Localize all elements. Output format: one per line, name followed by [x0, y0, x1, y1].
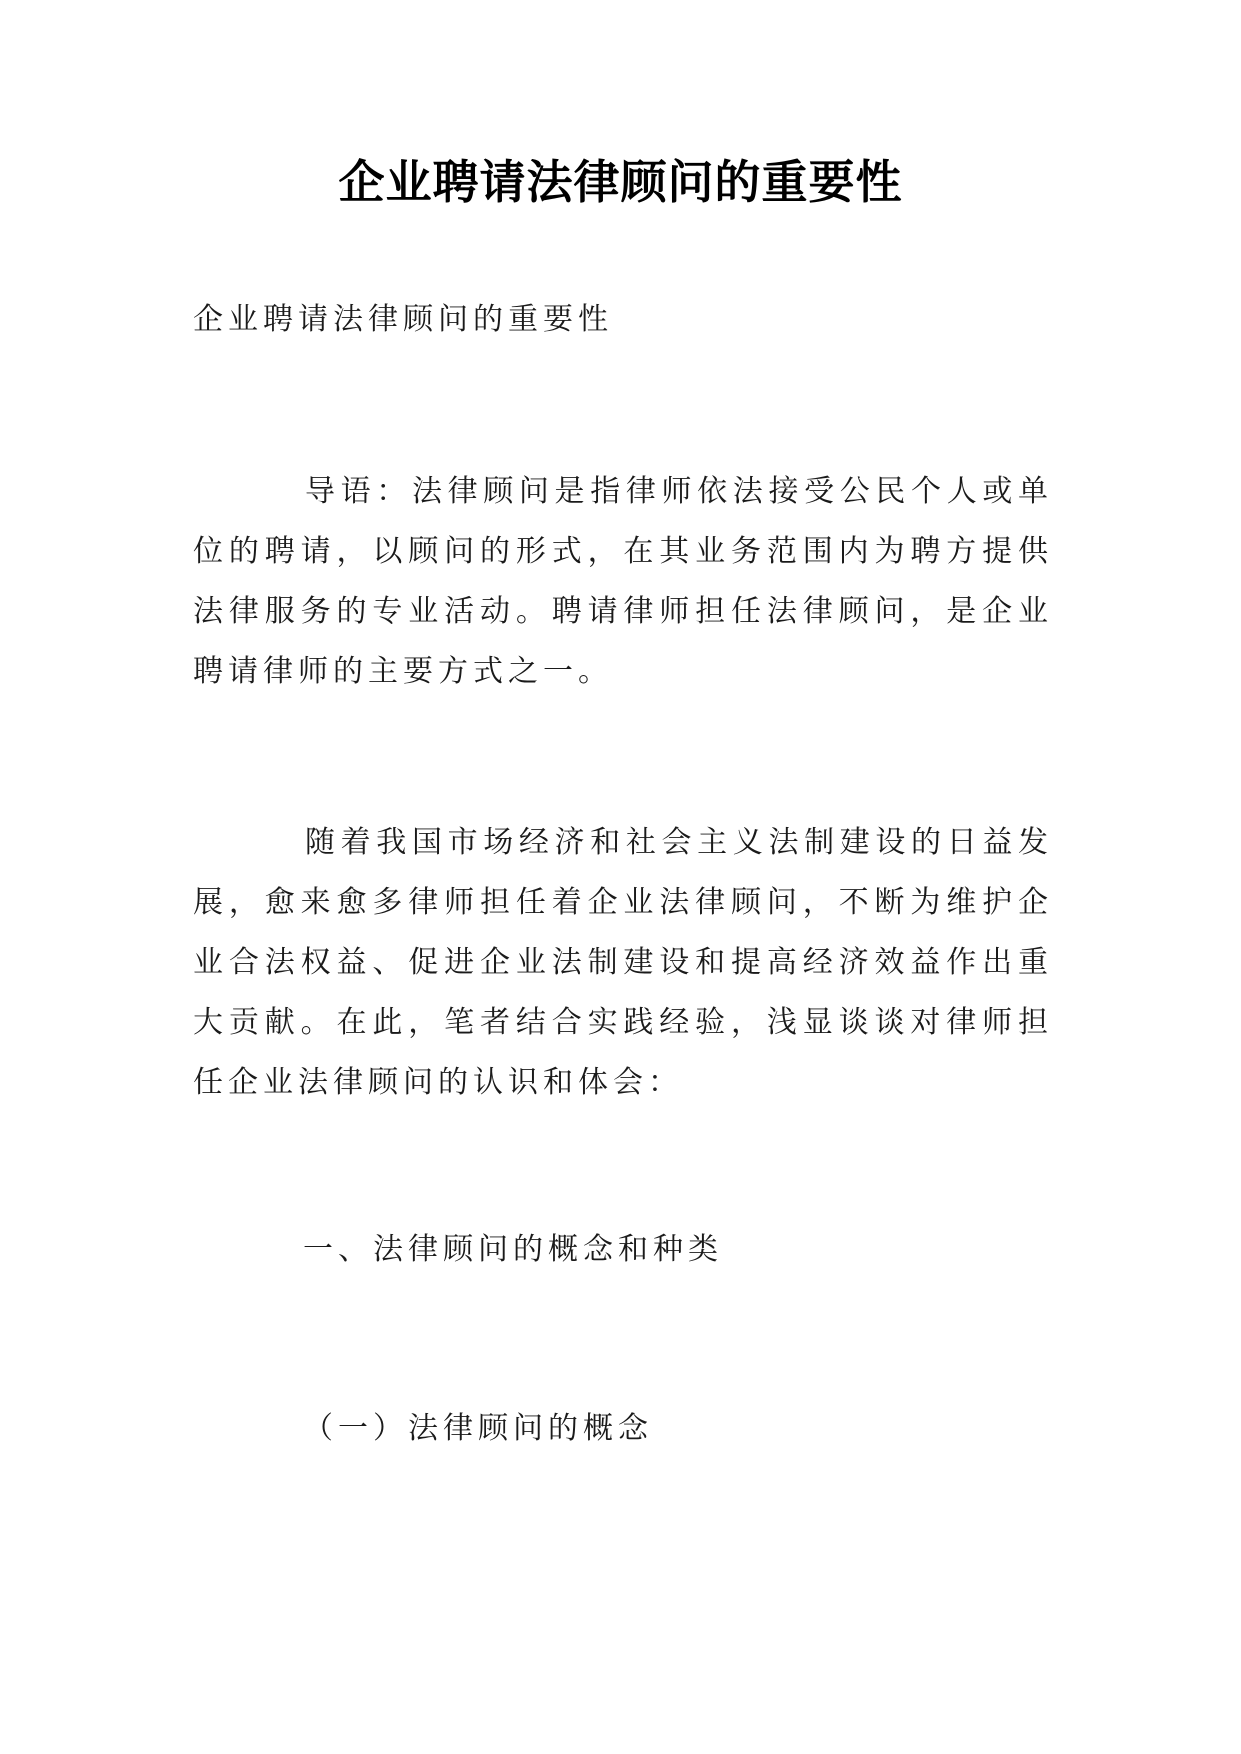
background-paragraph: 随着我国市场经济和社会主义法制建设的日益发展，愈来愈多律师担任着企业法律顾问，不断为维护企业合法权益、促进企业法制建设和提高经济效益作出重大贡献。在此，笔者结合实践经验，浅显谈谈对律师担任企业法律顾问的认识和体会：	[193, 825, 1053, 1100]
section-heading: 一、法律顾问的概念和种类	[303, 1232, 723, 1267]
intro-paragraph: 导语：法律顾问是指律师依法接受公民个人或单位的聘请，以顾问的形式，在其业务范围内为聘方提供法律服务的专业活动。聘请律师担任法律顾问，是企业聘请律师的主要方式之一。	[193, 474, 1053, 689]
subsection-heading: （一）法律顾问的概念	[303, 1411, 653, 1446]
document-title: 企业聘请法律顾问的重要性	[338, 155, 903, 209]
document-subtitle: 企业聘请法律顾问的重要性	[193, 302, 613, 337]
